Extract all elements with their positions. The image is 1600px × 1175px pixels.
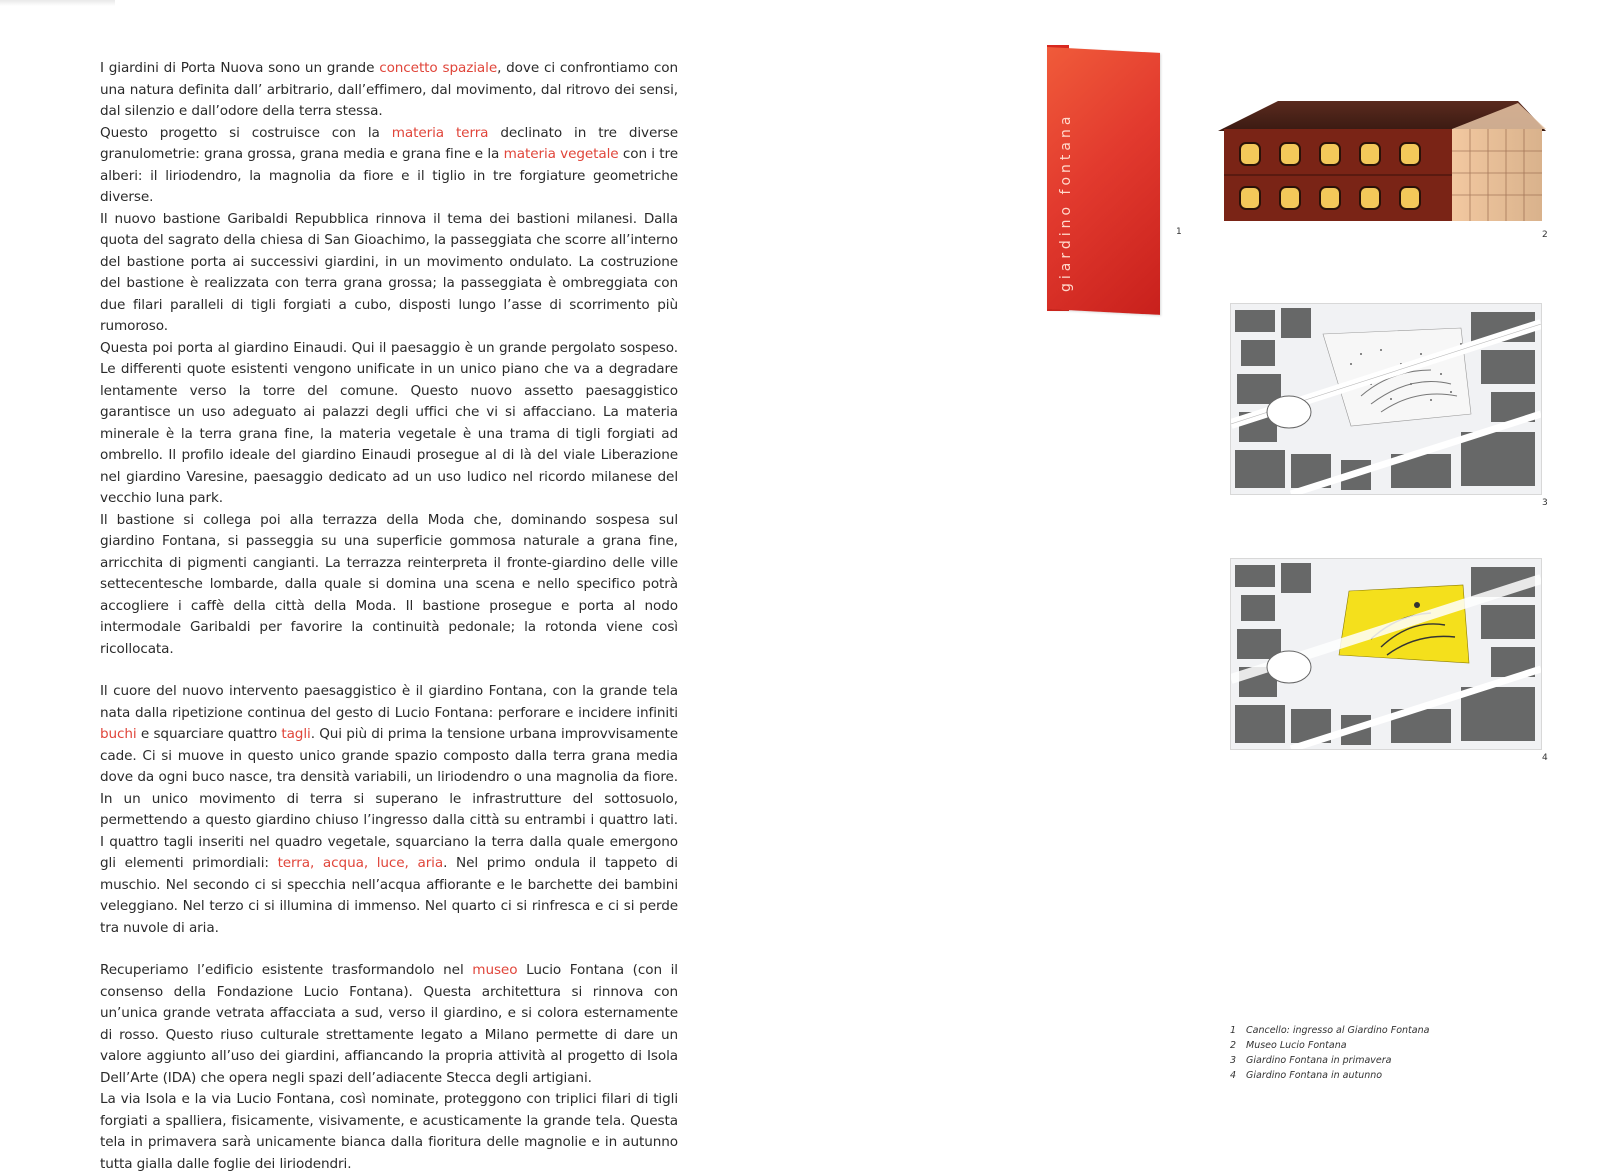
figure-number-3: 3	[1542, 498, 1548, 508]
caption-1: 1 Cancello: ingresso al Giardino Fontana	[1230, 1025, 1430, 1036]
caption-4: 4 Giardino Fontana in autunno	[1230, 1070, 1383, 1081]
body-text-column	[100, 58, 678, 1175]
text-segment: I giardini di Porta Nuova sono un grande	[100, 60, 380, 76]
figure-number-4: 4	[1542, 753, 1548, 763]
text-segment: e squarciare quattro	[136, 726, 282, 742]
text-segment: Il cuore del nuovo intervento paesaggistico è il giardino Fontana, con la grande tela nata dalla ripetizione continua del gesto di Lucio Fontana: perforare e incidere infiniti	[100, 683, 678, 721]
paragraph-via-isola: La via Isola e la via Lucio Fontana, così nominate, proteggono con triplici filari di tigli forgiati a spalliera, fisicamente, visivamente, e acusticamente la grande tela. Questa tela in primavera sarà unicamente bianca dalla fioritura delle magnolie e in autunno tutta gialla dalle foglie dei liriodendri.	[100, 1091, 678, 1172]
highlighted-term: terra, acqua, luce, aria	[277, 855, 444, 871]
paragraph-giardino-fontana	[100, 681, 678, 939]
paragraph-intro	[100, 58, 678, 123]
paragraph-bastione: Il nuovo bastione Garibaldi Repubblica rinnova il tema dei bastioni milanesi. Dalla quota del sagrato della chiesa di San Gioachimo, la passeggiata che scorre all’interno del bastione porta ai successivi giardini, in un movimento ondulato. La costruzione del bastione è realizzata con terra grana grossa; la passeggiata è ombreggiata con due filari paralleli di tigli forgiati a cubo, disposti lungo l’asse di scorrimento più rumoroso.	[100, 210, 678, 334]
text-segment: . Qui più di prima la tensione urbana improvvisamente cade. Ci si muove in questo unico grande spazio composto dalla terra grana media dove da ogni buco nasce, tra densità variabili, un liriodendro o una magnolia da fiore. In un unico movimento di terra si superano le infrastrutture del sottosuolo, permettendo a questo giardino chiuso l’ingresso dalla città su entrambi i quattro lati. I quattro tagli inseriti nel quadro vegetale, squarciano la terra dalla quale emergono gli elementi primordiali:	[100, 726, 678, 871]
paragraph-einaudi: Questa poi porta al giardino Einaudi. Qui il paesaggio è un grande pergolato sospeso. Le differenti quote esistenti vengono unificate in un unico piano che va a degradare lentamente verso la torre del comune. Questo nuovo assetto paesaggistico garantisce un uso adeguato ai palazzi degli uffici che vi si affacciano. La materia minerale è la terra grana fine, la materia vegetale è una trama di tigli forgiati ad ombrello. Il profilo ideale del giardino Einaudi prosegue al di là del viale Liberazione nel giardino Varesine, paesaggio dedicato ad un uso ludico nel ricordo milanese del vecchio luna park.	[100, 339, 678, 506]
page-edge-shadow	[0, 0, 115, 6]
paragraph-materials	[100, 123, 678, 209]
text-segment: , dove ci confrontiamo con una natura definita dall’ arbitrario, dall’effimero, dal movimento, dal ritrovo dei sensi, dal silenzio e dall’odore della terra stessa.	[100, 60, 678, 119]
text-segment: con i tre alberi: il liriodendro, la magnolia da fiore e il tiglio in tre forgiature geometriche diverse.	[100, 146, 678, 205]
paragraph-terrazza: Il bastione si collega poi alla terrazza della Moda che, dominando sospesa sul giardino Fontana, si passeggia su una superficie gommosa naturale a grana fine, arricchita di pigmenti cangianti. La terrazza reinterpreta il fronte-giardino delle ville settecentesche lombarde, dalla quale si domina una scena e nello specifico potrà accogliere i caffè della città della Moda. Il bastione prosegue e porta al nodo intermodale Garibaldi per favorire la continuità pedonale; la rotonda viene così ricollocata.	[100, 511, 678, 657]
site-map-autumn	[1230, 558, 1542, 750]
highlighted-term: buchi	[100, 726, 137, 742]
caption-2: 2 Museo Lucio Fontana	[1230, 1040, 1347, 1051]
highlighted-term: concetto spaziale	[379, 60, 498, 76]
highlighted-term: materia vegetale	[503, 146, 619, 162]
text-segment: Questo progetto si costruisce con la	[100, 124, 392, 141]
highlighted-term: tagli	[281, 726, 311, 742]
text-segment: Lucio Fontana (con il consenso della Fondazione Lucio Fontana). Questa architettura si rinnova con un’unica grande vetrata affacciata a sud, verso il giardino, e si colora esternamente di rosso. Questo riuso culturale strettamente legato a Milano permette di dare un valore aggiunto all’uso dei giardini, affiancando la propria attività al progetto di Isola Dell’Arte (IDA) che opera negli spazi dell’adiacente Stecca degli artigiani.	[100, 962, 678, 1086]
panel-vertical-title: giardino fontana	[1058, 112, 1074, 292]
text-segment: Recuperiamo l’edificio esistente trasformandolo nel	[100, 962, 473, 978]
text-segment: declinato in tre diverse granulometrie: grana grossa, grana media e grana fine e la	[100, 124, 678, 162]
figure-captions	[1230, 1023, 1429, 1083]
museum-building-illustration	[1218, 95, 1546, 223]
site-map-spring	[1230, 303, 1542, 495]
figure-number-2: 2	[1542, 230, 1548, 240]
highlighted-term: museo	[472, 962, 518, 978]
highlighted-term: materia terra	[391, 124, 489, 141]
text-segment: . Nel primo ondula il tappeto di muschio. Nel secondo ci si specchia nell’acqua affiorante e le barchette dei bambini veleggiano. Nel terzo ci si illumina di immenso. Nel quarto ci si rinfresca e ci si perde tra nuvole di aria.	[100, 855, 678, 936]
paragraph-museo	[100, 960, 678, 1089]
caption-3: 3 Giardino Fontana in primavera	[1230, 1055, 1392, 1066]
figure-number-1: 1	[1176, 227, 1182, 237]
